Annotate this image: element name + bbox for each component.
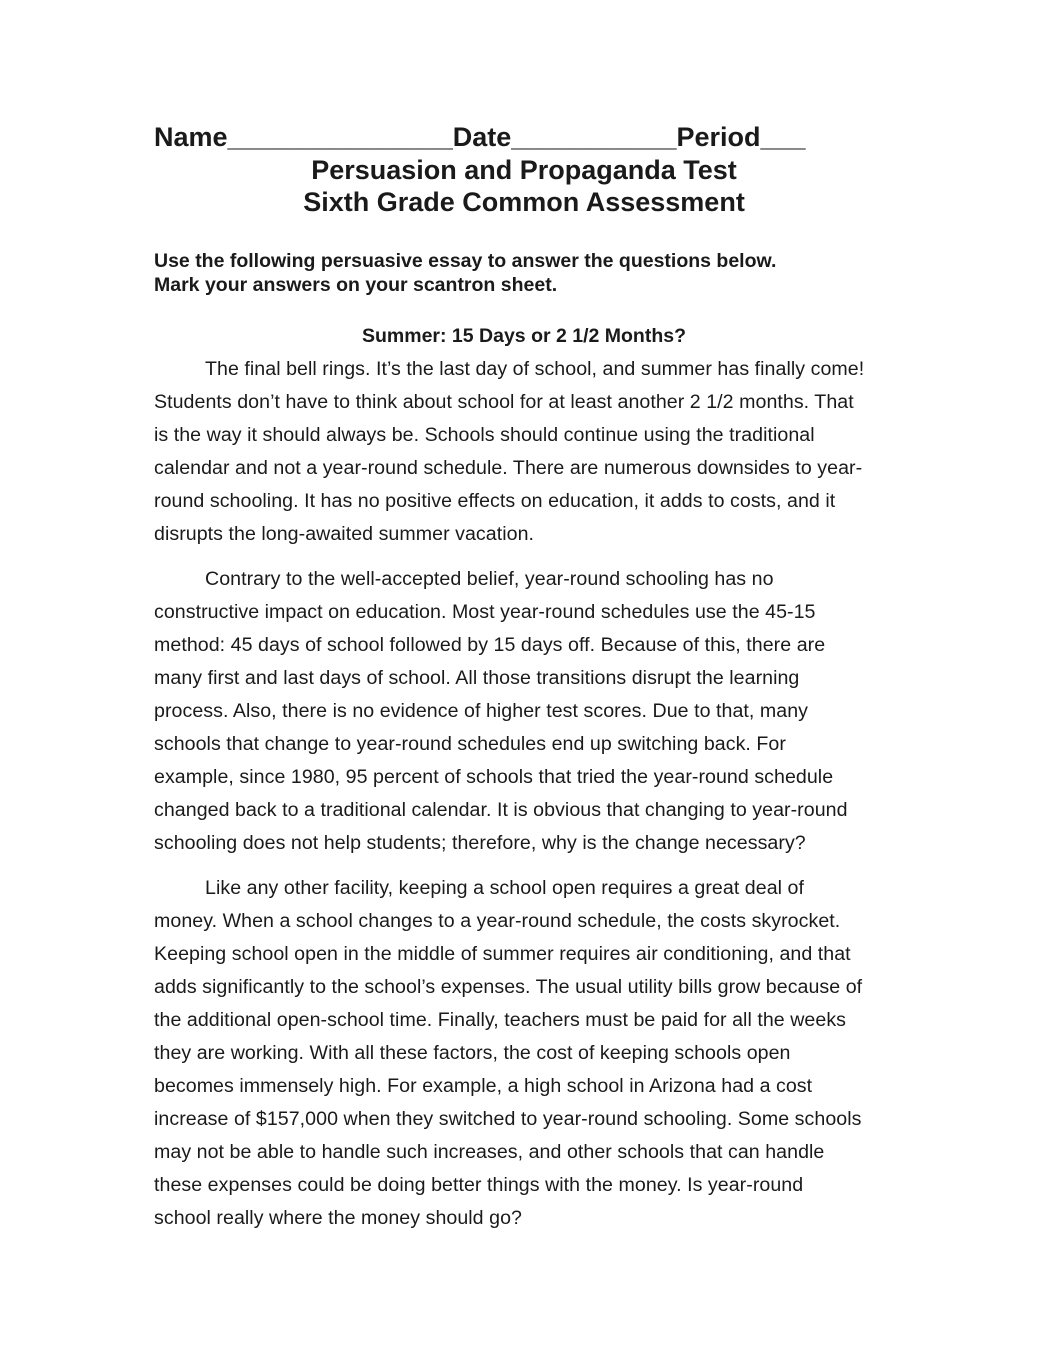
essay-line: becomes immensely high. For example, a high school in Arizona had a cost [154, 1075, 813, 1097]
essay-line: may not be able to handle such increases, and other schools that can handle [154, 1141, 825, 1163]
test-title: Persuasion and Propaganda Test [311, 155, 737, 185]
name-date-period-line: Name_______________Date___________Period___ [154, 122, 806, 152]
essay-line: disrupts the long-awaited summer vacation. [154, 523, 535, 545]
essay-line: they are working. With all these factors, the cost of keeping schools open [154, 1042, 791, 1064]
essay-line: method: 45 days of school followed by 15 days off. Because of this, there are [154, 634, 826, 656]
essay-line: increase of $157,000 when they switched to year-round schooling. Some schools [154, 1108, 862, 1130]
essay-line: the additional open-school time. Finally, teachers must be paid for all the weeks [154, 1009, 847, 1031]
essay-line: many first and last days of school. All those transitions disrupt the learning [154, 667, 800, 689]
instructions-line-2: Mark your answers on your scantron sheet. [154, 274, 558, 296]
essay-line: schooling does not help students; therefore, why is the change necessary? [154, 832, 806, 854]
essay-line: example, since 1980, 95 percent of schools that tried the year-round schedule [154, 766, 834, 788]
essay-line: constructive impact on education. Most year-round schedules use the 45-15 [154, 601, 816, 623]
essay-line: these expenses could be doing better things with the money. Is year-round [154, 1174, 804, 1196]
essay-line: schools that change to year-round schedules end up switching back. For [154, 733, 786, 755]
essay-paragraph [154, 353, 914, 551]
test-subtitle: Sixth Grade Common Assessment [303, 187, 745, 217]
essay-line: money. When a school changes to a year-round schedule, the costs skyrocket. [154, 910, 841, 932]
essay-line: Contrary to the well-accepted belief, year-round schooling has no [205, 568, 774, 590]
test-page [154, 120, 914, 1247]
instructions-line-1: Use the following persuasive essay to answer the questions below. [154, 250, 777, 272]
essay-title: Summer: 15 Days or 2 1/2 Months? [361, 325, 687, 347]
essay-line: changed back to a traditional calendar. It is obvious that changing to year-round [154, 799, 848, 821]
instructions [154, 249, 914, 297]
essay-paragraph [154, 872, 914, 1235]
essay-line: is the way it should always be. Schools should continue using the traditional [154, 424, 815, 446]
essay-paragraph [154, 563, 914, 860]
essay-line: process. Also, there is no evidence of higher test scores. Due to that, many [154, 700, 808, 722]
essay-line: Students don’t have to think about school for at least another 2 1/2 months. That [154, 391, 854, 413]
essay-line: Like any other facility, keeping a school open requires a great deal of [205, 877, 804, 899]
essay-line: round schooling. It has no positive effects on education, it adds to costs, and it [154, 490, 836, 512]
essay-line: calendar and not a year-round schedule. There are numerous downsides to year- [154, 457, 863, 479]
essay-line: adds significantly to the school’s expenses. The usual utility bills grow because of [154, 976, 863, 998]
essay-line: The final bell rings. It’s the last day of school, and summer has finally come! [205, 358, 865, 380]
essay-line: Keeping school open in the middle of summer requires air conditioning, and that [154, 943, 851, 965]
essay-line: school really where the money should go? [154, 1207, 522, 1229]
essay-body [154, 353, 914, 1235]
